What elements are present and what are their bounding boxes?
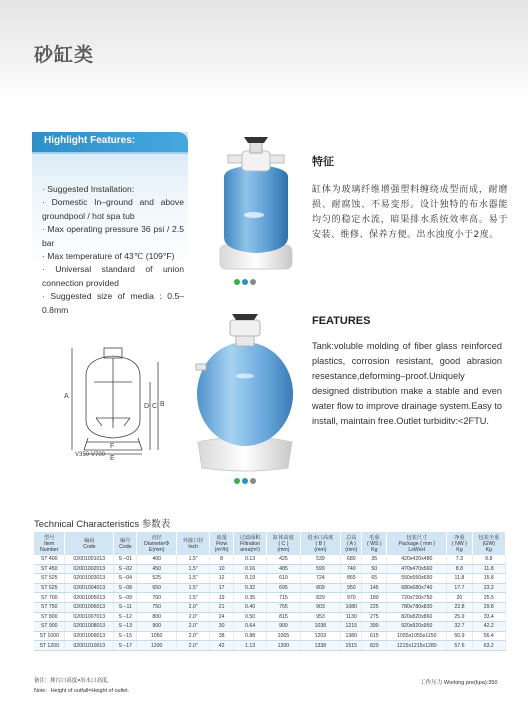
table-cell: 1.5" — [176, 564, 209, 574]
table-cell: ST 800 — [34, 612, 65, 622]
table-cell: 829 — [300, 593, 341, 603]
table-cell: 02001010013 — [65, 641, 114, 651]
table-cell: 0.19 — [233, 574, 266, 584]
col-header-flow: 流量 Flow (m³/h) — [210, 532, 234, 555]
col-header-tank-height: 缸体高度 ( C ) (mm) — [267, 532, 300, 555]
table-cell: 420x420x480 — [387, 555, 447, 564]
table-cell: 953 — [300, 612, 341, 622]
table-cell: 23.2 — [472, 583, 505, 593]
table-cell: 0.13 — [233, 555, 266, 564]
table-cell: 1380 — [341, 631, 362, 641]
table-cell: 24 — [210, 612, 234, 622]
table-cell: S –15 — [114, 631, 137, 641]
table-cell: 35 — [362, 555, 387, 564]
table-cell: 65 — [362, 574, 387, 584]
table-cell: 1200 — [267, 641, 300, 651]
table-cell: 2.0" — [176, 602, 209, 612]
table-cell: 1338 — [300, 641, 341, 651]
table-cell: 63.2 — [472, 641, 505, 651]
table-cell: 21 — [210, 602, 234, 612]
table-cell: 7.3 — [447, 555, 472, 564]
table-cell: 1065 — [267, 631, 300, 641]
table-cell: 815 — [267, 612, 300, 622]
col-header-net-weight: 净重 ( NW ) Kg — [447, 532, 472, 555]
table-cell: 680 — [341, 555, 362, 564]
table-row — [34, 602, 506, 612]
col-header-diameter: 直径 DiameterΦ E(mm) — [137, 532, 177, 555]
table-cell: 22.8 — [447, 602, 472, 612]
table-cell: 1200 — [137, 641, 177, 651]
table-cell: 29.8 — [472, 602, 505, 612]
table-cell: 800 — [137, 612, 177, 622]
table-cell: S –12 — [114, 612, 137, 622]
table-cell: ST 450 — [34, 564, 65, 574]
table-cell: S –13 — [114, 622, 137, 632]
color-swatch-green — [234, 478, 240, 484]
table-cell: 25.9 — [447, 612, 472, 622]
col-header-total-weight: 包装全重 (GW) Kg — [472, 532, 505, 555]
dimension-label-a: A — [64, 393, 69, 400]
table-cell: 02001005013 — [65, 593, 114, 603]
table-cell: 470x470x560 — [387, 564, 447, 574]
table-cell: 56.4 — [472, 631, 505, 641]
dimension-label-b: B — [160, 401, 165, 408]
table-cell: ST 700 — [34, 593, 65, 603]
table-cell: 525 — [137, 574, 177, 584]
table-cell: 0.64 — [233, 622, 266, 632]
table-cell: ST 525 — [34, 574, 65, 584]
table-cell: 865 — [341, 574, 362, 584]
dimension-label-f: F — [110, 443, 115, 450]
table-cell: S –17 — [114, 641, 137, 651]
table-cell: 11.8 — [472, 564, 505, 574]
table-cell: 1515 — [341, 641, 362, 651]
table-cell: 8 — [210, 555, 234, 564]
color-swatch-blue — [242, 279, 248, 285]
table-cell: 1.5" — [176, 593, 209, 603]
table-cell: 33.4 — [472, 612, 505, 622]
page-title: 砂缸类 — [34, 44, 95, 66]
table-cell: 765 — [267, 602, 300, 612]
table-cell: 1.13 — [233, 641, 266, 651]
en-heading: FEATURES — [312, 315, 371, 327]
side-mount-filter-image — [192, 312, 298, 472]
table-cell: 145 — [362, 583, 387, 593]
table-row — [34, 583, 506, 593]
table-cell: S –08 — [114, 583, 137, 593]
working-pressure: 工作压力 Working pre(kpa):350 — [420, 680, 498, 686]
table-cell: 180 — [362, 593, 387, 603]
table-cell: 2.0" — [176, 641, 209, 651]
table-cell: 02001004013 — [65, 583, 114, 593]
table-cell: 50.9 — [447, 631, 472, 641]
en-body: Tank:voluble molding of fiber glass reinforced plastics, corrosion resistant, good abrasion resestance,deforming–proof.Uniquely designed distribution make a stable and even water flow to improve drainage system.Easy to install, maintain free.Outlet turbiditv:<2FTU. — [312, 341, 502, 426]
table-cell: 400 — [137, 555, 177, 564]
table-cell: 38 — [210, 631, 234, 641]
table-cell: 20 — [447, 593, 472, 603]
table-cell: 02001006013 — [65, 602, 114, 612]
table-cell: 750 — [137, 602, 177, 612]
table-cell: 650 — [137, 583, 177, 593]
table-cell: 900 — [137, 622, 177, 632]
color-options-top — [234, 279, 256, 285]
table-cell: 1.5" — [176, 555, 209, 564]
table-row — [34, 555, 506, 564]
table-cell: S –11 — [114, 602, 137, 612]
table-cell: 57.6 — [447, 641, 472, 651]
table-cell: 8.8 — [447, 564, 472, 574]
table-cell: 450 — [137, 564, 177, 574]
col-header-package: 包装尺寸 Package ( mm ) LxWxH — [387, 532, 447, 555]
table-cell: 10 — [210, 564, 234, 574]
table-cell: 920x920x950 — [387, 622, 447, 632]
table-cell: 11.8 — [447, 574, 472, 584]
table-cell: 1.5" — [176, 574, 209, 584]
table-cell: ST 1200 — [34, 641, 65, 651]
col-header-connection: 外接口径 Inch — [176, 532, 209, 555]
table-cell: 30 — [210, 622, 234, 632]
table-cell: ST 750 — [34, 602, 65, 612]
table-row — [34, 641, 506, 651]
table-cell: 42 — [210, 641, 234, 651]
table-cell: 275 — [362, 612, 387, 622]
cn-heading: 特征 — [312, 155, 334, 168]
col-header-code: 编码 Code — [65, 532, 114, 555]
table-cell: 820 — [362, 641, 387, 651]
table-cell: 02001003013 — [65, 574, 114, 584]
table-cell: 970 — [341, 593, 362, 603]
color-swatch-grey — [250, 279, 256, 285]
table-cell: 15.8 — [472, 574, 505, 584]
highlight-list — [42, 183, 184, 317]
table-cell: 1203 — [300, 631, 341, 641]
highlight-item: · Suggested size of media : 0.5–0.8mm — [42, 291, 184, 315]
table-cell: 390 — [362, 622, 387, 632]
table-row — [34, 564, 506, 574]
color-options-bottom — [234, 478, 256, 484]
table-cell: 17.7 — [447, 583, 472, 593]
highlight-item: · Max temperature of 43℃ (109°F) — [42, 251, 175, 262]
table-row — [34, 612, 506, 622]
table-cell: 1038 — [300, 622, 341, 632]
dimension-label-e: E — [110, 455, 115, 460]
color-swatch-green — [234, 279, 240, 285]
table-cell: 02001009013 — [65, 631, 114, 641]
table-cell: 1215x1215x1280 — [387, 641, 447, 651]
col-header-inlet-height: 进水口高度 ( B ) (mm) — [300, 532, 341, 555]
color-swatch-blue — [242, 478, 248, 484]
table-cell: 820x820x860 — [387, 612, 447, 622]
note-cn: 备注：排污口高度=出水口高度。 — [34, 678, 113, 684]
spec-table-body — [34, 555, 506, 650]
cn-body: 缸体为玻璃纤维增强塑料缠绕成型而成，耐磨损、耐腐蚀、不易变形。设计独特的布水器能均匀的稳定水流，暗渠排水系统效率高。易于安装、维修、保养方便。出水浊度小于2度。 — [312, 185, 508, 240]
table-cell: 02001002013 — [65, 564, 114, 574]
table-cell: 720x720x750 — [387, 593, 447, 603]
table-cell: S –02 — [114, 564, 137, 574]
spec-table-header-row — [34, 532, 506, 555]
table-cell: 02001007013 — [65, 612, 114, 622]
table-cell: 1050 — [137, 631, 177, 641]
table-row — [34, 574, 506, 584]
table-cell: 19 — [210, 593, 234, 603]
table-cell: 02001001013 — [65, 555, 114, 564]
table-cell: 02001008013 — [65, 622, 114, 632]
top-mount-filter-image — [218, 133, 294, 275]
table-cell: 32.7 — [447, 622, 472, 632]
table-cell: 539 — [300, 555, 341, 564]
highlight-title: Highlight Features: — [44, 135, 136, 146]
table-cell: 724 — [300, 574, 341, 584]
table-cell: 425 — [267, 555, 300, 564]
table-cell: 2.0" — [176, 631, 209, 641]
table-cell: 900 — [267, 622, 300, 632]
highlight-item: · Domestic In–ground and above groundpool / hot spa tub — [42, 197, 184, 221]
table-cell: 42.2 — [472, 622, 505, 632]
table-cell: 25.5 — [472, 593, 505, 603]
table-cell: 0.40 — [233, 602, 266, 612]
dimension-label-d: D — [144, 403, 150, 410]
table-row — [34, 622, 506, 632]
table-cell: 903 — [300, 602, 341, 612]
highlight-item: · Universal standard of union connection provided — [42, 264, 184, 288]
table-cell: 695 — [267, 583, 300, 593]
table-cell: 9.8 — [472, 555, 505, 564]
table-cell: 485 — [267, 564, 300, 574]
diagram-caption: V350-V700 — [75, 452, 106, 458]
table-cell: 780x780x830 — [387, 602, 447, 612]
table-cell: 1.5" — [176, 583, 209, 593]
table-cell: 1215 — [341, 622, 362, 632]
table-cell: 610 — [267, 574, 300, 584]
table-cell: 615 — [362, 631, 387, 641]
table-row — [34, 593, 506, 603]
col-header-gross-weight: 毛重 ( WS ) Kg — [362, 532, 387, 555]
table-cell: S –01 — [114, 555, 137, 564]
table-cell: ST 625 — [34, 583, 65, 593]
table-cell: 17 — [210, 583, 234, 593]
table-cell: 0.35 — [233, 593, 266, 603]
col-header-total-height: 总高 ( A ) (mm) — [341, 532, 362, 555]
table-cell: 12 — [210, 574, 234, 584]
color-swatch-grey — [250, 478, 256, 484]
table-cell: 2.0" — [176, 612, 209, 622]
table-cell: 0.88 — [233, 631, 266, 641]
col-header-model: 型号 Item Number — [34, 532, 65, 555]
table-cell: 700 — [137, 593, 177, 603]
table-cell: ST 400 — [34, 555, 65, 564]
table-cell: 740 — [341, 564, 362, 574]
spec-table — [34, 532, 506, 651]
highlight-item: · Suggested Installation: — [42, 184, 135, 194]
table-cell: 550x550x650 — [387, 574, 447, 584]
table-cell: 50 — [362, 564, 387, 574]
table-cell: 715 — [267, 593, 300, 603]
table-cell: 950 — [341, 583, 362, 593]
col-header-area: 过滤面积 Filtration area(m²) — [233, 532, 266, 555]
table-cell: 599 — [300, 564, 341, 574]
table-cell: 1130 — [341, 612, 362, 622]
table-cell: ST 900 — [34, 622, 65, 632]
dimension-diagram — [58, 342, 168, 460]
table-cell: S –04 — [114, 574, 137, 584]
note-en: Note：Height of outfall=Height of outlet. — [34, 688, 130, 694]
table-cell: ST 1000 — [34, 631, 65, 641]
table-cell: 0.32 — [233, 583, 266, 593]
table-cell: 1080 — [341, 602, 362, 612]
table-cell: 0.50 — [233, 612, 266, 622]
dimension-label-c: C — [152, 403, 158, 410]
table-cell: 680x680x740 — [387, 583, 447, 593]
table-cell: 809 — [300, 583, 341, 593]
tech-title: Technical Characteristics 参数表 — [34, 519, 171, 530]
table-row — [34, 631, 506, 641]
col-header-serial: 编号 Code — [114, 532, 137, 555]
table-cell: 2.0" — [176, 622, 209, 632]
table-cell: 0.16 — [233, 564, 266, 574]
table-cell: S –09 — [114, 593, 137, 603]
highlight-item: · Max operating pressure 36 psi / 2.5 bar — [42, 224, 184, 248]
highlight-underline — [32, 152, 188, 154]
table-cell: 225 — [362, 602, 387, 612]
table-cell: 1055x1055x1150 — [387, 631, 447, 641]
